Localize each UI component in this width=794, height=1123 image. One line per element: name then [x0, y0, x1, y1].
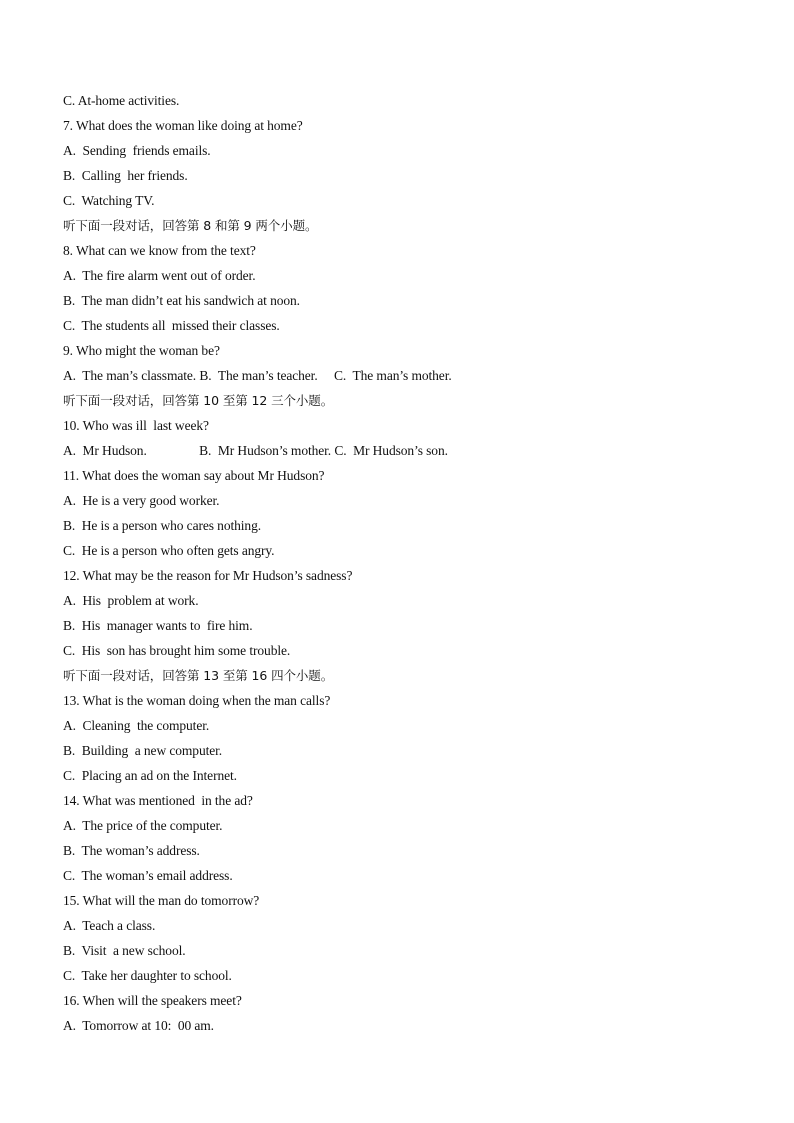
option-line: A. Teach a class. — [63, 918, 156, 933]
question-line: 16. When will the speakers meet? — [63, 993, 242, 1008]
option-line: A. Cleaning the computer. — [63, 718, 210, 733]
option-line: B. The woman’s address. — [63, 843, 200, 858]
option-line: A. His problem at work. — [63, 593, 199, 608]
option-line: C. Watching TV. — [63, 193, 155, 208]
option-line: A. Tomorrow at 10: 00 am. — [63, 1018, 214, 1033]
question-line: 10. Who was ill last week? — [63, 418, 209, 433]
option-line: B. The man didn’t eat his sandwich at noon. — [63, 293, 300, 308]
question-line: 14. What was mentioned in the ad? — [63, 793, 253, 808]
option-line: B. Building a new computer. — [63, 743, 223, 758]
option-line: C. His son has brought him some trouble. — [63, 643, 291, 658]
option-line: C. Take her daughter to school. — [63, 968, 232, 983]
option-line: B. Visit a new school. — [63, 943, 186, 958]
option-line: A. Sending friends emails. — [63, 143, 211, 158]
question-line: 13. What is the woman doing when the man calls? — [63, 693, 331, 708]
question-line: 9. Who might the woman be? — [63, 343, 220, 358]
question-line: 11. What does the woman say about Mr Hudson? — [63, 468, 325, 483]
option-line: A. He is a very good worker. — [63, 493, 220, 508]
option-line: B. His manager wants to fire him. — [63, 618, 253, 633]
option-line: C. Placing an ad on the Internet. — [63, 768, 237, 783]
section-instruction: 听下面一段对话，回答第 8 和第 9 两个小题。 — [63, 218, 318, 233]
question-line: 12. What may be the reason for Mr Hudson’s sadness? — [63, 568, 353, 583]
question-line: 15. What will the man do tomorrow? — [63, 893, 260, 908]
option-line: C. The woman’s email address. — [63, 868, 233, 883]
option-line: C. He is a person who often gets angry. — [63, 543, 275, 558]
option-line: A. The price of the computer. — [63, 818, 223, 833]
option-line: B. He is a person who cares nothing. — [63, 518, 262, 533]
section-instruction: 听下面一段对话，回答第 13 至第 16 四个小题。 — [63, 668, 334, 683]
option-line: C. The students all missed their classes. — [63, 318, 280, 333]
option-line: A. The fire alarm went out of order. — [63, 268, 256, 283]
option-line: A. Mr Hudson. B. Mr Hudson’s mother. C. Mr Hudson’s son. — [63, 443, 448, 458]
option-line: C. At-home activities. — [63, 93, 180, 108]
option-line: B. Calling her friends. — [63, 168, 188, 183]
option-line: A. The man’s classmate. B. The man’s teacher. C. The man’s mother. — [63, 368, 452, 383]
section-instruction: 听下面一段对话，回答第 10 至第 12 三个小题。 — [63, 393, 334, 408]
question-line: 7. What does the woman like doing at home? — [63, 118, 303, 133]
listening-questions — [63, 88, 753, 1038]
question-line: 8. What can we know from the text? — [63, 243, 256, 258]
